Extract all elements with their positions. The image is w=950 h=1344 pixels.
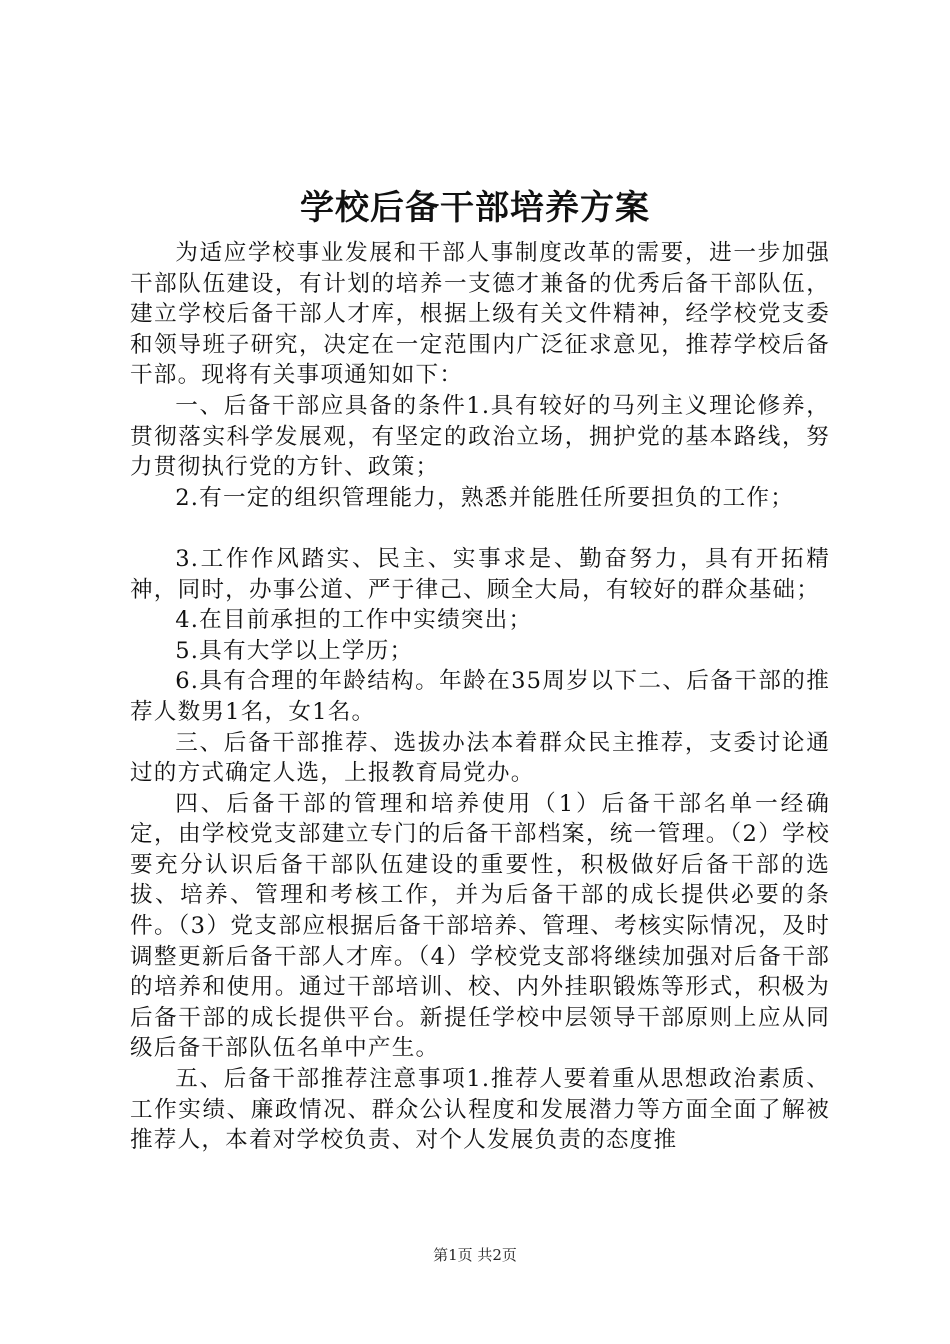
paragraph-item-5: 5.具有大学以上学历； [175,637,414,664]
paragraph-item-3: 3.工作作风踏实、民主、实事求是、勤奋努力，具有开拓精神，同时，办事公道、严于律己、顾全大局，有较好的群众基础； [130,545,830,603]
paragraph-section-3: 三、后备干部推荐、选拔办法本着群众民主推荐，支委讨论通过的方式确定人选，上报教育局党办。 [130,729,830,787]
paragraph-intro: 为适应学校事业发展和干部人事制度改革的需要，进一步加强干部队伍建设，有计划的培养一支德才兼备的优秀后备干部队伍，建立学校后备干部人才库，根据上级有关文件精神，经学校党支委和领导班子研究，决定在一定范围内广泛征求意见，推荐学校后备干部。现将有关事项通知如下： [130,240,830,389]
paragraph-item-4: 4.在目前承担的工作中实绩突出； [175,607,533,634]
document-body [130,238,830,1156]
page-footer: 第1页 共2页 [433,1246,517,1264]
paragraph-item-2: 2.有一定的组织管理能力，熟悉并能胜任所要担负的工作； [175,484,794,511]
paragraph-section-5: 五、后备干部推荐注意事项1.推荐人要着重从思想政治素质、工作实绩、廉政情况、群众公认程度和发展潜力等方面全面了解被推荐人，本着对学校负责、对个人发展负责的态度推 [130,1066,830,1154]
paragraph-section-1: 一、后备干部应具备的条件1.具有较好的马列主义理论修养，贯彻落实科学发展观，有坚定的政治立场，拥护党的基本路线，努力贯彻执行党的方针、政策； [130,392,830,481]
paragraph-item-6: 6.具有合理的年龄结构。年龄在35周岁以下二、后备干部的推荐人数男1名，女1名。 [130,668,830,725]
document-title: 学校后备干部培养方案 [300,188,650,228]
paragraph-section-4: 四、后备干部的管理和培养使用（1）后备干部名单一经确定，由学校党支部建立专门的后备干部档案，统一管理。（2）学校要充分认识后备干部队伍建设的重要性，积极做好后备干部的选拔、培养、管理和考核工作，并为后备干部的成长提供必要的条件。（3）党支部应根据后备干部培养、管理、考核实际情况，及时调整更新后备干部人才库。（4）学校党支部将继续加强对后备干部的培养和使用。通过干部培训、校、内外挂职锻炼等形式，积极为后备干部的成长提供平台。新提任学校中层领导干部原则上应从同级后备干部队伍名单中产生。 [130,790,830,1062]
